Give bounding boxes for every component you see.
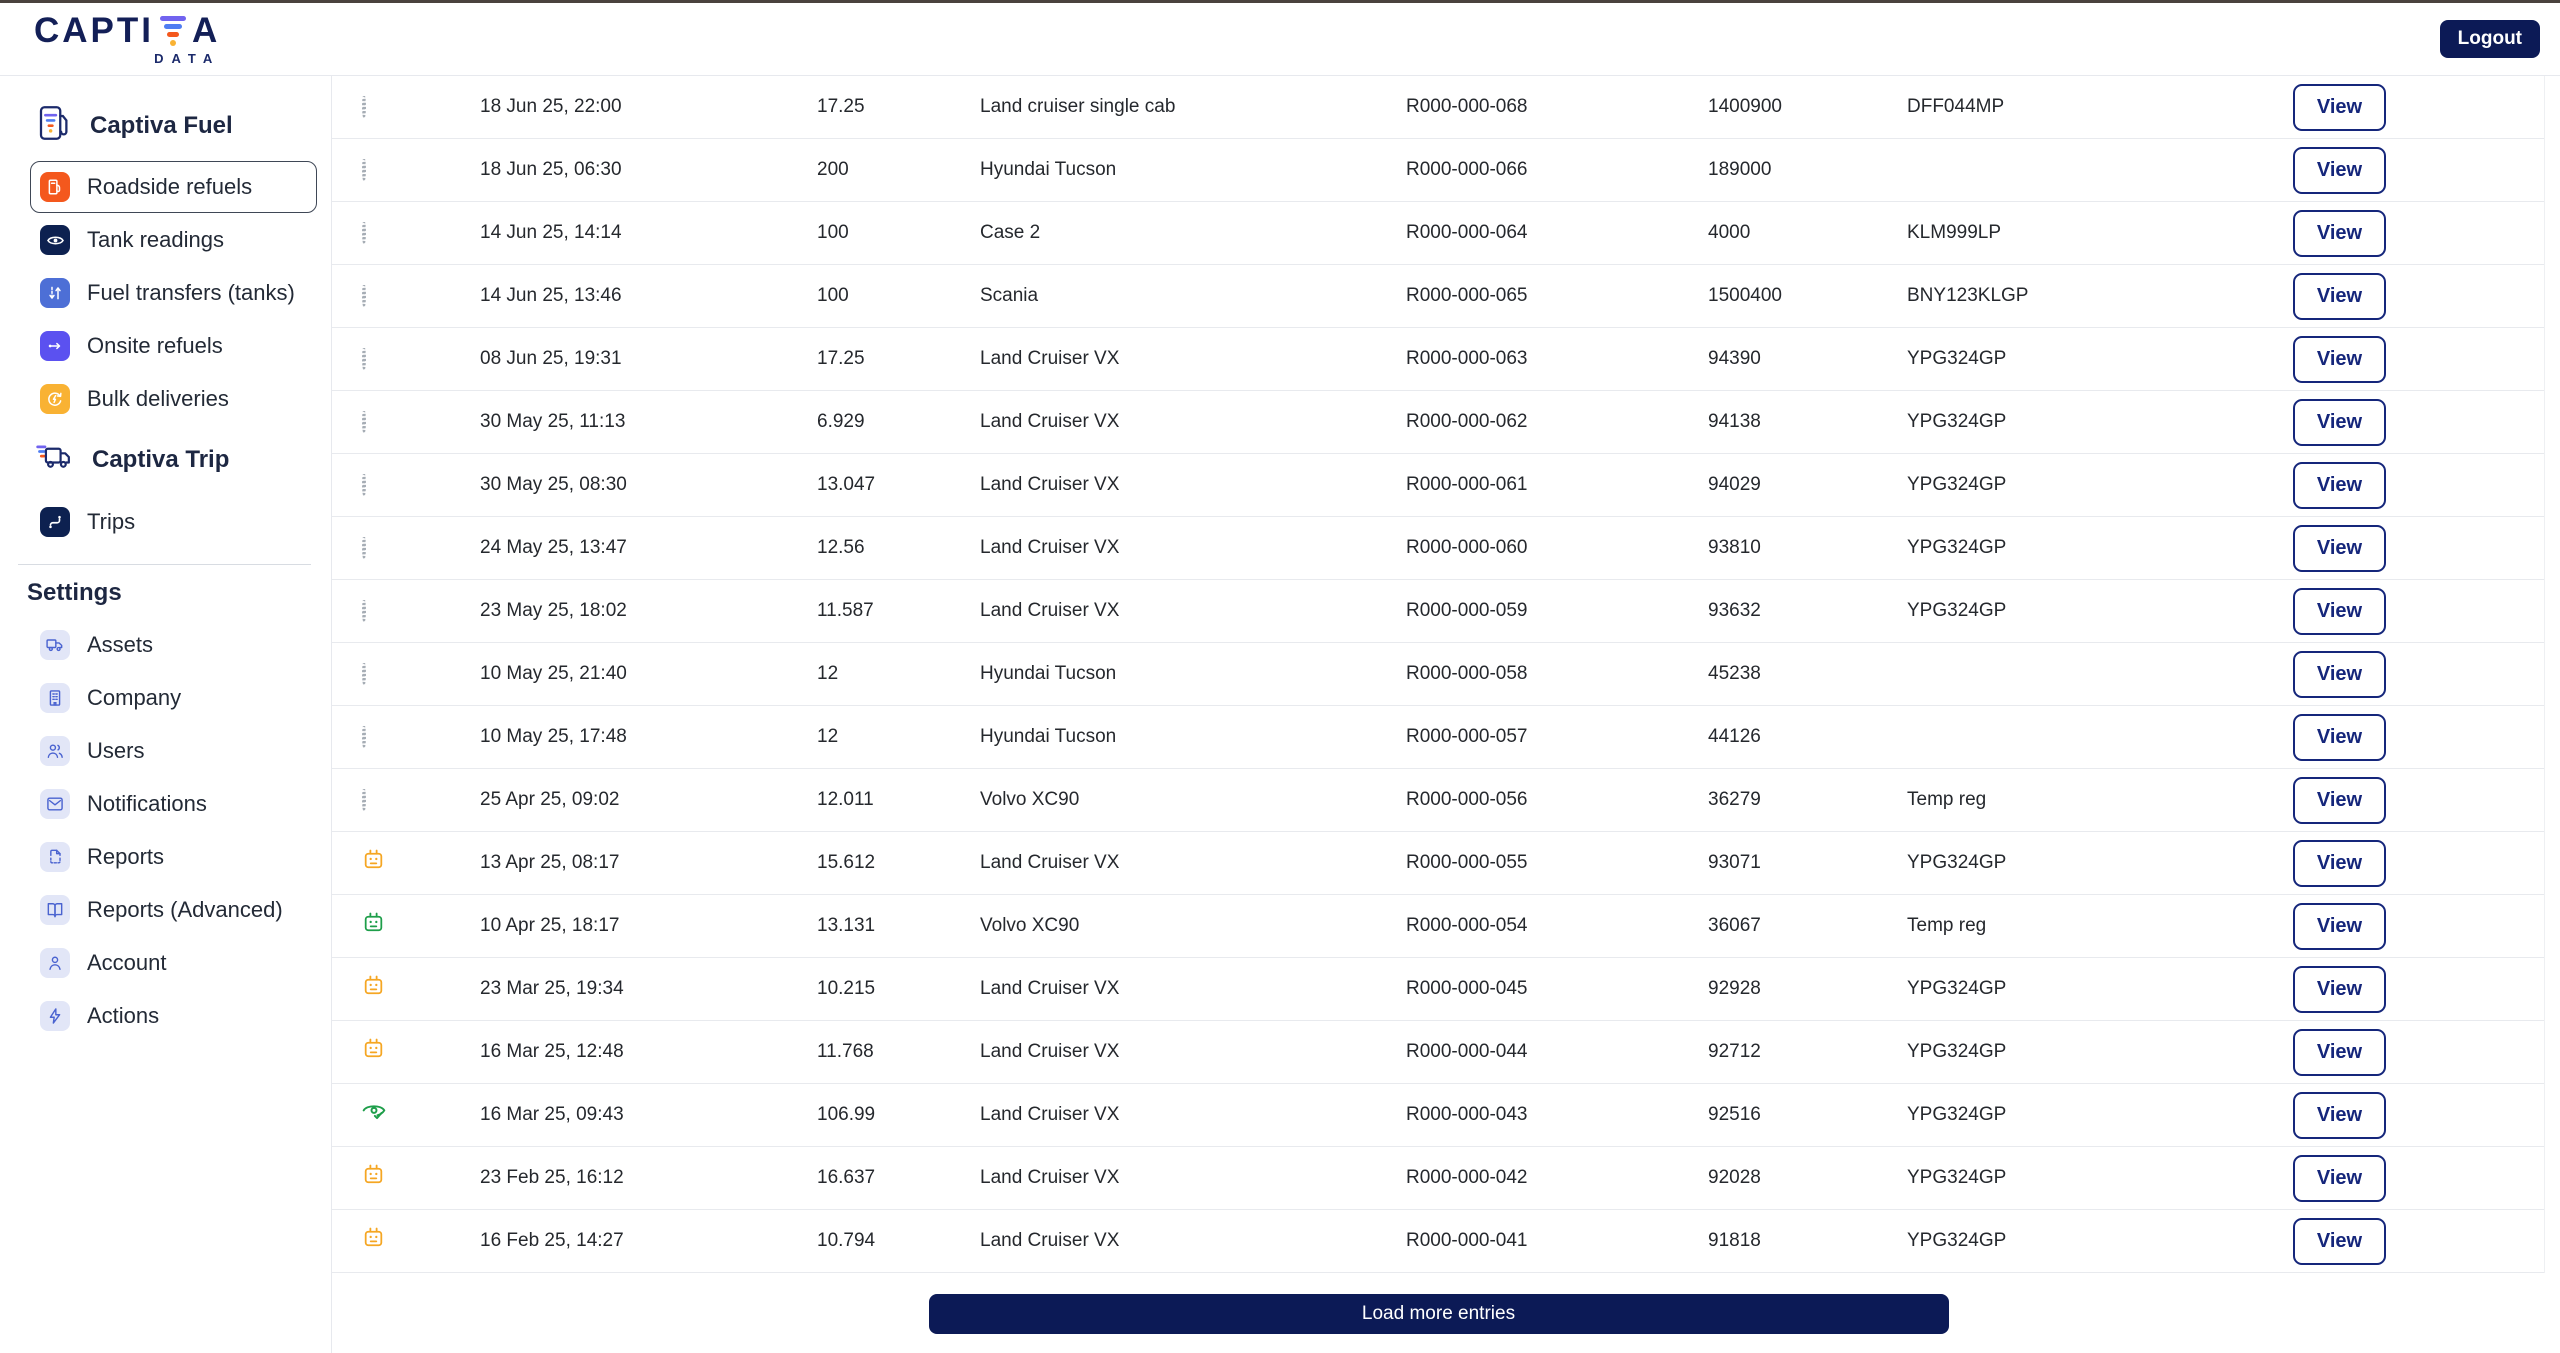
users-icon [40,736,70,766]
view-button[interactable]: View [2293,147,2386,194]
row-odometer: 93810 [1708,537,1761,558]
row-date: 16 Mar 25, 09:43 [480,1104,624,1125]
row-reference: R000-000-055 [1406,852,1528,873]
sidebar-item-label: Tank readings [87,227,224,252]
robot-icon [361,1226,386,1257]
row-quantity: 17.25 [817,96,865,117]
row-date: 14 Jun 25, 13:46 [480,285,622,306]
row-odometer: 36279 [1708,789,1761,810]
sidebar-item-label: Users [87,738,145,763]
row-odometer: 92928 [1708,978,1761,999]
row-odometer: 94390 [1708,348,1761,369]
pending-spinner-icon [361,663,366,685]
row-reference: R000-000-056 [1406,789,1528,810]
view-button[interactable]: View [2293,336,2386,383]
pending-spinner-icon [361,600,366,622]
row-registration: DFF044MP [1907,96,2005,117]
view-button[interactable]: View [2293,399,2386,446]
pending-spinner-icon [361,726,366,748]
row-date: 16 Mar 25, 12:48 [480,1041,624,1062]
robot-icon [361,1163,386,1194]
row-status [352,96,480,118]
row-reference: R000-000-060 [1406,537,1528,558]
onsite-refuels-icon [40,331,70,361]
row-vehicle: Hyundai Tucson [980,663,1117,684]
row-vehicle: Land Cruiser VX [980,1167,1120,1188]
row-vehicle: Volvo XC90 [980,915,1080,936]
row-quantity: 13.131 [817,915,876,936]
sidebar-item-label: Account [87,950,167,975]
sidebar-item-fuel-transfers-tanks[interactable] [30,267,317,319]
row-reference: R000-000-041 [1406,1230,1528,1251]
sidebar-divider [18,564,311,565]
brand-logo[interactable] [34,13,220,65]
row-status [352,1163,480,1194]
actions-icon [40,1001,70,1031]
row-status [352,348,480,370]
row-registration: YPG324GP [1907,852,2007,873]
pending-spinner-icon [361,411,366,433]
bulk-deliveries-icon [40,384,70,414]
row-status [352,159,480,181]
pending-spinner-icon [361,348,366,370]
row-odometer: 4000 [1708,222,1751,243]
row-quantity: 6.929 [817,411,865,432]
reports-icon [40,842,70,872]
table-row [332,202,2544,265]
row-vehicle: Scania [980,285,1039,306]
row-status [352,222,480,244]
sidebar-item-reports-advanced[interactable] [30,884,317,936]
row-reference: R000-000-057 [1406,726,1528,747]
row-quantity: 106.99 [817,1104,876,1125]
funnel-logo-icon [158,16,188,46]
pending-spinner-icon [361,537,366,559]
row-odometer: 44126 [1708,726,1761,747]
row-vehicle: Land Cruiser VX [980,411,1120,432]
row-status [352,1099,480,1131]
sidebar-item-assets[interactable] [30,619,317,671]
sidebar-item-label: Actions [87,1003,160,1028]
row-date: 25 Apr 25, 09:02 [480,789,620,810]
view-button[interactable]: View [2293,966,2386,1013]
table-row [332,895,2544,958]
table-row [332,391,2544,454]
row-date: 23 Mar 25, 19:34 [480,978,624,999]
roadside-refuels-icon [40,172,70,202]
row-status [352,1226,480,1257]
view-button[interactable]: View [2293,651,2386,698]
row-quantity: 16.637 [817,1167,876,1188]
sidebar-item-reports[interactable] [30,831,317,883]
account-icon [40,948,70,978]
view-button[interactable]: View [2293,1155,2386,1202]
load-more-entries-button[interactable]: Load more entries [929,1294,1949,1334]
view-button[interactable]: View [2293,1029,2386,1076]
logout-button[interactable]: Logout [2440,20,2540,58]
row-vehicle: Land Cruiser VX [980,978,1120,999]
truck-logo-icon [34,435,78,484]
pending-spinner-icon [361,474,366,496]
row-quantity: 12 [817,726,839,747]
table-row [332,517,2544,580]
sidebar-item-label: Bulk deliveries [87,386,229,411]
row-quantity: 10.215 [817,978,876,999]
view-button[interactable]: View [2293,462,2386,509]
row-reference: R000-000-065 [1406,285,1528,306]
row-vehicle: Land Cruiser VX [980,600,1120,621]
row-reference: R000-000-062 [1406,411,1528,432]
row-status [352,1037,480,1068]
row-vehicle: Land Cruiser VX [980,537,1120,558]
row-quantity: 11.768 [817,1041,874,1062]
table-row [332,769,2544,832]
row-odometer: 91818 [1708,1230,1761,1251]
row-registration: YPG324GP [1907,978,2007,999]
row-reference: R000-000-045 [1406,978,1528,999]
company-icon [40,683,70,713]
row-quantity: 12 [817,663,839,684]
row-odometer: 45238 [1708,663,1761,684]
row-reference: R000-000-068 [1406,96,1528,117]
pending-spinner-icon [361,159,366,181]
sidebar-item-notifications[interactable] [30,778,317,830]
row-registration: YPG324GP [1907,1230,2007,1251]
row-registration: BNY123KLGP [1907,285,2029,306]
sidebar-item-tank-readings[interactable] [30,214,317,266]
sidebar [0,76,332,1353]
fuel-transfers-icon [40,278,70,308]
row-status [352,789,480,811]
view-button[interactable]: View [2293,273,2386,320]
view-button[interactable]: View [2293,1218,2386,1265]
row-reference: R000-000-063 [1406,348,1528,369]
row-odometer: 36067 [1708,915,1761,936]
row-reference: R000-000-059 [1406,600,1528,621]
row-status [352,600,480,622]
row-vehicle: Land Cruiser VX [980,1041,1120,1062]
row-status [352,663,480,685]
row-date: 10 Apr 25, 18:17 [480,915,620,936]
row-vehicle: Land cruiser single cab [980,96,1176,117]
view-button[interactable]: View [2293,588,2386,635]
robot-icon [361,911,386,942]
notifications-icon [40,789,70,819]
row-status [352,911,480,942]
row-quantity: 200 [817,159,849,180]
brand-subtitle: DATA [154,51,221,66]
robot-icon [361,848,386,879]
row-quantity: 100 [817,222,849,243]
row-reference: R000-000-042 [1406,1167,1528,1188]
trips-icon [40,507,70,537]
sidebar-item-label: Assets [87,632,154,657]
robot-icon [361,974,386,1005]
sidebar-item-label: Fuel transfers (tanks) [87,280,295,305]
row-registration: YPG324GP [1907,474,2007,495]
tank-readings-icon [40,225,70,255]
row-registration: KLM999LP [1907,222,2002,243]
row-odometer: 92028 [1708,1167,1761,1188]
sidebar-item-roadside-refuels[interactable] [30,161,317,213]
row-quantity: 11.587 [817,600,874,621]
row-vehicle: Hyundai Tucson [980,726,1117,747]
brand-wordmark [34,13,220,48]
assets-icon [40,630,70,660]
view-button[interactable]: View [2293,903,2386,950]
row-vehicle: Land Cruiser VX [980,1104,1120,1125]
row-vehicle: Land Cruiser VX [980,348,1120,369]
table-row [332,706,2544,769]
sidebar-section-title: Captiva Trip [92,445,230,473]
robot-icon [361,1037,386,1068]
row-odometer: 92712 [1708,1041,1761,1062]
row-registration: YPG324GP [1907,1041,2007,1062]
row-date: 18 Jun 25, 22:00 [480,96,622,117]
row-status [352,537,480,559]
row-quantity: 17.25 [817,348,865,369]
row-quantity: 100 [817,285,849,306]
row-date: 08 Jun 25, 19:31 [480,348,622,369]
row-reference: R000-000-044 [1406,1041,1528,1062]
row-date: 23 May 25, 18:02 [480,600,627,621]
sidebar-item-label: Reports [87,844,165,869]
view-button[interactable]: View [2293,1092,2386,1139]
sidebar-section-title: Captiva Fuel [90,111,233,139]
row-vehicle: Land Cruiser VX [980,474,1120,495]
row-vehicle: Hyundai Tucson [980,159,1117,180]
row-odometer: 92516 [1708,1104,1761,1125]
row-registration: YPG324GP [1907,1167,2007,1188]
brand-wordmark-prefix: CAPTI [34,11,154,50]
sidebar-item-label: Company [87,685,182,710]
fuel-pump-logo-icon [34,102,76,149]
row-date: 18 Jun 25, 06:30 [480,159,622,180]
row-reference: R000-000-054 [1406,915,1528,936]
row-date: 30 May 25, 11:13 [480,411,626,432]
row-registration: Temp reg [1907,789,1987,810]
row-reference: R000-000-066 [1406,159,1528,180]
sidebar-item-users[interactable] [30,725,317,777]
table-row [332,139,2544,202]
row-reference: R000-000-061 [1406,474,1528,495]
table-row [332,1084,2544,1147]
brand-wordmark-suffix: A [192,11,221,50]
sidebar-item-label: Roadside refuels [87,174,253,199]
row-vehicle: Volvo XC90 [980,789,1080,810]
row-vehicle: Land Cruiser VX [980,1230,1120,1251]
row-date: 23 Feb 25, 16:12 [480,1167,624,1188]
table-row [332,580,2544,643]
view-button[interactable]: View [2293,525,2386,572]
row-quantity: 12.011 [817,789,874,810]
table-row [332,832,2544,895]
table-row [332,265,2544,328]
row-quantity: 12.56 [817,537,865,558]
row-status [352,474,480,496]
sidebar-item-label: Onsite refuels [87,333,223,358]
sidebar-item-actions[interactable] [30,990,317,1042]
table-row [332,1210,2544,1273]
row-date: 14 Jun 25, 14:14 [480,222,622,243]
row-date: 16 Feb 25, 14:27 [480,1230,624,1251]
row-odometer: 189000 [1708,159,1772,180]
row-date: 10 May 25, 21:40 [480,663,627,684]
sidebar-section-captiva-fuel[interactable] [0,98,331,153]
view-button[interactable]: View [2293,210,2386,257]
table-row [332,1021,2544,1084]
row-registration: YPG324GP [1907,1104,2007,1125]
row-registration: YPG324GP [1907,411,2007,432]
row-registration: YPG324GP [1907,537,2007,558]
row-quantity: 15.612 [817,852,876,873]
row-registration: YPG324GP [1907,600,2007,621]
table-row [332,1147,2544,1210]
row-odometer: 93632 [1708,600,1761,621]
row-status [352,848,480,879]
row-odometer: 94029 [1708,474,1761,495]
row-status [352,974,480,1005]
row-vehicle: Case 2 [980,222,1041,243]
row-odometer: 93071 [1708,852,1761,873]
row-status [352,726,480,748]
sidebar-item-company[interactable] [30,672,317,724]
row-date: 24 May 25, 13:47 [480,537,627,558]
reports-advanced-icon [40,895,70,925]
refuels-table [332,76,2560,1353]
sidebar-item-onsite-refuels[interactable] [30,320,317,372]
row-vehicle: Land Cruiser VX [980,852,1120,873]
table-row [332,454,2544,517]
sidebar-item-label: Notifications [87,791,207,816]
row-status [352,285,480,307]
row-quantity: 10.794 [817,1230,876,1251]
eye-check-icon [361,1099,387,1131]
view-button[interactable]: View [2293,777,2386,824]
table-row [332,643,2544,706]
row-date: 10 May 25, 17:48 [480,726,627,747]
row-status [352,411,480,433]
row-reference: R000-000-043 [1406,1104,1528,1125]
row-odometer: 1400900 [1708,96,1782,117]
row-reference: R000-000-058 [1406,663,1528,684]
row-quantity: 13.047 [817,474,876,495]
sidebar-item-label: Trips [87,509,136,534]
row-registration: Temp reg [1907,915,1987,936]
sidebar-item-account[interactable] [30,937,317,989]
pending-spinner-icon [361,285,366,307]
top-bar [0,3,2560,76]
row-registration: YPG324GP [1907,348,2007,369]
pending-spinner-icon [361,96,366,118]
row-reference: R000-000-064 [1406,222,1528,243]
table-row [332,328,2544,391]
settings-heading: Settings [27,579,122,606]
pending-spinner-icon [361,789,366,811]
sidebar-item-bulk-deliveries[interactable] [30,373,317,425]
view-button[interactable]: View [2293,714,2386,761]
table-row [332,76,2544,139]
row-date: 30 May 25, 08:30 [480,474,627,495]
sidebar-section-captiva-trip[interactable] [0,431,331,488]
view-button[interactable]: View [2293,84,2386,131]
view-button[interactable]: View [2293,840,2386,887]
sidebar-item-label: Reports (Advanced) [87,897,283,922]
row-date: 13 Apr 25, 08:17 [480,852,620,873]
table-row [332,958,2544,1021]
sidebar-item-trips[interactable] [30,496,317,548]
pending-spinner-icon [361,222,366,244]
row-odometer: 1500400 [1708,285,1782,306]
row-odometer: 94138 [1708,411,1761,432]
